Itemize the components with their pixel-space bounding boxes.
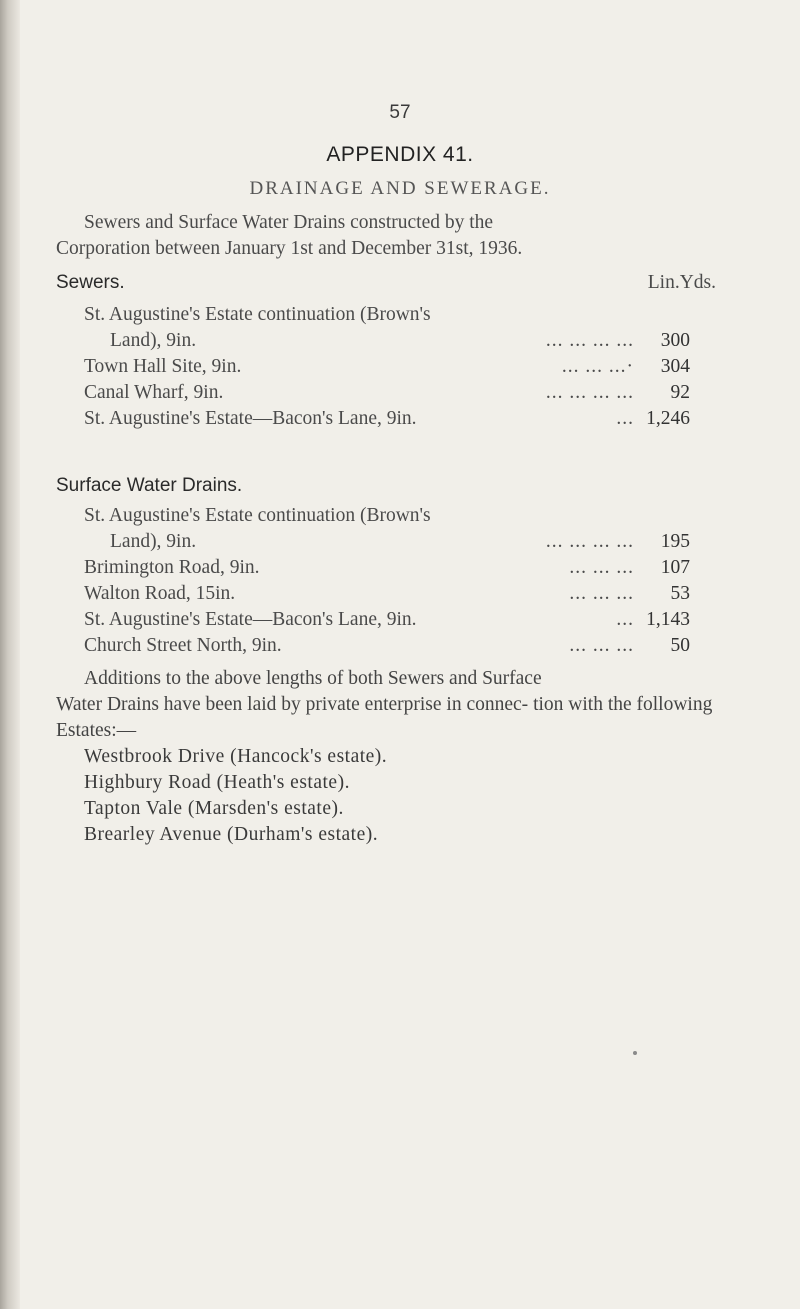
table-row (84, 380, 690, 406)
list-item: Tapton Vale (Marsden's estate). (84, 798, 344, 819)
intro-line: Corporation between January 1st and December 31st, 1936. (56, 238, 523, 259)
leader-dots: ... ... ... (569, 635, 634, 656)
additions-paragraph (56, 666, 766, 744)
list-item: Brearley Avenue (Durham's estate). (84, 824, 379, 845)
appendix-title: APPENDIX 41. (326, 143, 474, 166)
list-item: Westbrook Drive (Hancock's estate). (84, 746, 388, 767)
estates-list (84, 744, 387, 848)
unit-label: Lin.Yds. (647, 272, 716, 293)
sewers-heading: Sewers. (56, 272, 125, 293)
row-value: 53 (670, 583, 690, 604)
sewers-table (84, 302, 690, 432)
row-value: 1,143 (646, 609, 690, 630)
row-description: Church Street North, 9in. (84, 635, 282, 656)
row-description: St. Augustine's Estate continuation (Brown's (84, 505, 431, 526)
row-value: 92 (670, 382, 690, 403)
table-row (84, 302, 690, 354)
table-row (84, 406, 690, 432)
additions-line: Water Drains have been laid by private enterprise in connec- (56, 694, 529, 715)
list-item: Highbury Road (Heath's estate). (84, 772, 350, 793)
paper-speck (633, 1051, 637, 1055)
intro-paragraph (56, 210, 756, 262)
surface-drains-table (84, 503, 690, 659)
table-row (84, 633, 690, 659)
table-row (84, 503, 690, 555)
row-description: Walton Road, 15in. (84, 583, 236, 604)
row-value: 50 (670, 635, 690, 656)
intro-line: Sewers and Surface Water Drains constructed by the (84, 212, 494, 233)
leader-dots: ... (616, 408, 634, 429)
leader-dots: ... ... ... ... (545, 382, 634, 403)
additions-line: tion with the following Estates:— (56, 694, 713, 741)
row-value: 195 (660, 531, 690, 552)
row-value: 300 (660, 330, 690, 351)
row-description-continued: Land), 9in. (110, 531, 197, 552)
page-number: 57 (389, 102, 411, 123)
row-description: St. Augustine's Estate—Bacon's Lane, 9in. (84, 609, 417, 630)
row-description: St. Augustine's Estate—Bacon's Lane, 9in. (84, 408, 417, 429)
table-row (84, 607, 690, 633)
additions-line: Additions to the above lengths of both Sewers and Surface (84, 668, 542, 689)
leader-dots: ... ... ... (569, 557, 634, 578)
leader-dots: ... ... ... (569, 583, 634, 604)
section-title: DRAINAGE AND SEWERAGE. (249, 178, 551, 199)
surface-drains-heading: Surface Water Drains. (56, 475, 243, 496)
row-description: Canal Wharf, 9in. (84, 382, 224, 403)
row-value: 107 (660, 557, 690, 578)
leader-dots: ... ... ... ... (545, 330, 634, 351)
row-description: Brimington Road, 9in. (84, 557, 260, 578)
row-description: St. Augustine's Estate continuation (Brown's (84, 304, 431, 325)
leader-dots: ... (616, 609, 634, 630)
leader-dots: ... ... ... ... (545, 531, 634, 552)
row-description-continued: Land), 9in. (110, 330, 197, 351)
row-value: 1,246 (646, 408, 690, 429)
leader-dots: ... ... ...· (561, 356, 634, 377)
table-row (84, 581, 690, 607)
table-row (84, 354, 690, 380)
row-description: Town Hall Site, 9in. (84, 356, 242, 377)
table-row (84, 555, 690, 581)
row-value: 304 (660, 356, 690, 377)
